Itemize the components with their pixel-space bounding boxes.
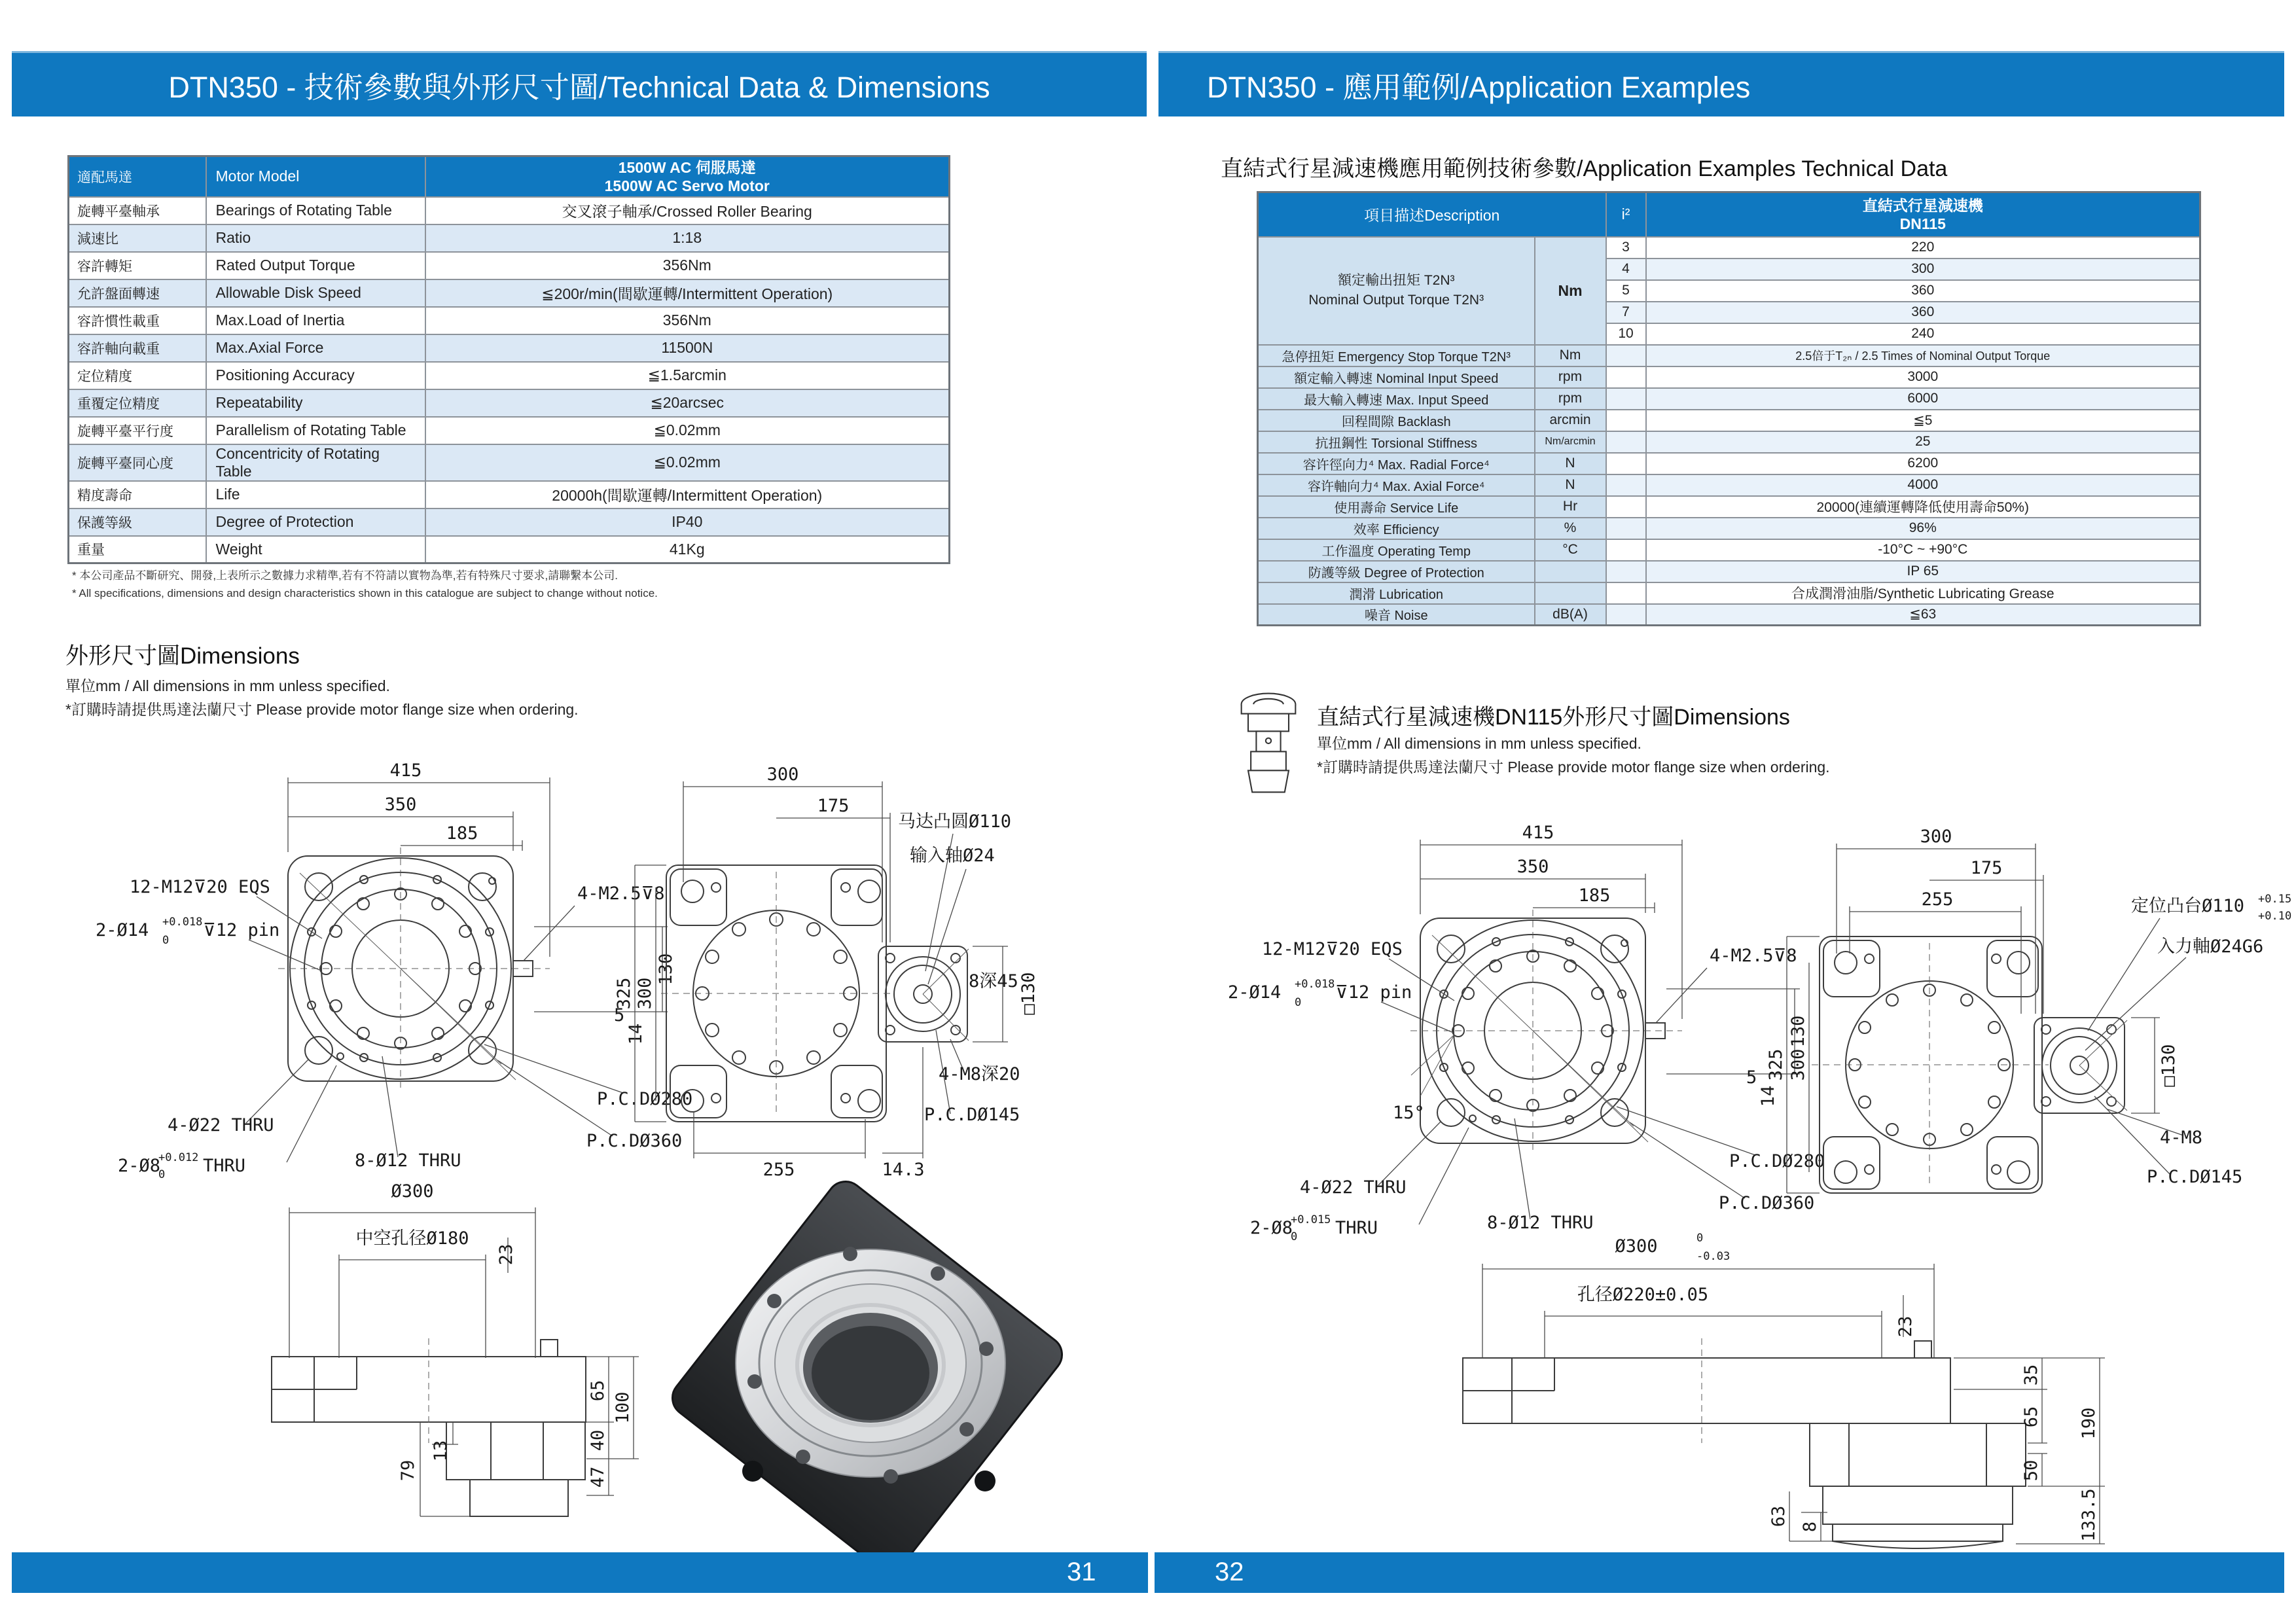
cell-i2 xyxy=(1606,518,1646,539)
label-bolts: 12-M12⊽20 EQS xyxy=(1262,939,1403,959)
dim-100: 100 xyxy=(613,1391,633,1424)
cell-value: 2.5倍于T₂ₙ / 2.5 Times of Nominal Output Torque xyxy=(1646,345,2200,366)
application-data-heading: 直結式行星減速機應用範例技術參數/Application Examples Technical Data xyxy=(1221,156,1948,181)
cell-value: -10°C ~ +90°C xyxy=(1646,539,2200,561)
page-title-right-text: DTN350 - 應用範例/Application Examples xyxy=(1207,71,1751,104)
section-view-left-geometry xyxy=(216,1175,648,1541)
cell-label: 抗扭鋼性 Torsional Stiffness xyxy=(1258,431,1535,453)
dim-79: 79 xyxy=(398,1459,418,1482)
cell-i2 xyxy=(1606,453,1646,474)
cell-value: 合成潤滑油脂/Synthetic Lubricating Grease xyxy=(1646,582,2200,604)
dn115-line2: DN115 xyxy=(1899,215,1946,232)
product-photo-art xyxy=(655,1196,1060,1550)
drawing-rear-view-left xyxy=(614,753,1073,1180)
label-boss-tol-bottom: +0.10 xyxy=(2258,910,2292,923)
cell-value: 25 xyxy=(1646,431,2200,453)
cell-label: 容许軸向力⁴ Max. Axial Force⁴ xyxy=(1258,474,1535,496)
cell-i2 xyxy=(1606,539,1646,561)
cell-unit: Nm/arcmin xyxy=(1535,431,1606,453)
cell-i2 xyxy=(1606,366,1646,388)
cell-value: IP 65 xyxy=(1646,561,2200,582)
label-pin-tol-top: +0.018 xyxy=(1295,978,1335,991)
label-thru8: 2-Ø8 xyxy=(118,1156,161,1176)
page-number-left: 31 xyxy=(1067,1558,1096,1586)
label-thru22: 4-Ø22 THRU xyxy=(1300,1177,1407,1198)
table-row xyxy=(69,307,950,334)
torque-desc-zh: 額定輸出扭矩 T2N³ xyxy=(1338,273,1455,288)
table-row xyxy=(1258,453,2200,474)
cell-unit xyxy=(1535,582,1606,604)
label-pin: 2-Ø14 xyxy=(1228,982,1282,1003)
cell-label: 最大輸入轉速 Max. Input Speed xyxy=(1258,388,1535,410)
dim-5: 5 xyxy=(1746,1067,1757,1088)
table-row xyxy=(1258,582,2200,604)
dim-35: 35 xyxy=(2021,1364,2041,1386)
table-row xyxy=(1258,431,2200,453)
cell-value: 3000 xyxy=(1646,366,2200,388)
label-pcd280: P.C.DØ280 xyxy=(597,1089,693,1109)
gearbox-icon-art xyxy=(1228,685,1309,801)
rear-view-left-geometry xyxy=(614,753,1073,1180)
cell-value: 356Nm xyxy=(425,307,950,334)
cell-value: ≦20arcsec xyxy=(425,389,950,417)
footnotes xyxy=(72,567,658,602)
label-locating-boss: 定位凸台Ø110 xyxy=(2131,896,2245,916)
dim-255: 255 xyxy=(762,1160,795,1180)
header-motor-zh: 適配馬達 xyxy=(69,156,206,197)
label-keyway-depth: 8深45 xyxy=(969,971,1018,991)
cell-zh: 允許盤面轉速 xyxy=(69,279,206,307)
label-m25: 4-M2.5⊽8 xyxy=(577,883,665,904)
label-thru8: 2-Ø8 xyxy=(1250,1218,1293,1238)
dimensions-subtext-left xyxy=(65,674,579,721)
label-pcd280: P.C.DØ280 xyxy=(1729,1151,1825,1171)
dimensions-subtext-right xyxy=(1317,732,1830,779)
table-row xyxy=(1258,496,2200,518)
cell-value: 11500N xyxy=(425,334,950,362)
label-pin-tol-bottom: 0 xyxy=(162,934,170,947)
label-square-130: □130 xyxy=(1018,972,1039,1015)
label-bolts: 12-M12⊽20 EQS xyxy=(130,877,270,897)
cell-label: 效率 Efficiency xyxy=(1258,518,1535,539)
cell-en: Positioning Accuracy xyxy=(206,362,425,389)
dim-23: 23 xyxy=(496,1243,516,1266)
label-pcd360: P.C.DØ360 xyxy=(586,1131,683,1151)
label-thru8-suffix: THRU xyxy=(203,1156,246,1176)
table-row xyxy=(1258,366,2200,388)
cell-en: Concentricity of Rotating Table xyxy=(206,444,425,481)
cell-value: ≦200r/min(間歇運轉/Intermittent Operation) xyxy=(425,279,950,307)
dim-65: 65 xyxy=(2021,1406,2041,1428)
header-description: 項目描述Description xyxy=(1258,192,1606,237)
dim-300-vertical: 300 xyxy=(1788,1048,1808,1081)
cell-value: 240 xyxy=(1646,323,2200,345)
label-hollow-bore: 中空孔径Ø180 xyxy=(355,1228,469,1249)
dim-63: 63 xyxy=(1768,1505,1789,1527)
dim-325: 325 xyxy=(614,977,634,1010)
cell-unit: N xyxy=(1535,474,1606,496)
motor-model-line1: 1500W AC 伺服馬達 xyxy=(618,158,756,176)
cell-unit: N xyxy=(1535,453,1606,474)
label-pcd360: P.C.DØ360 xyxy=(1719,1193,1815,1213)
label-boss-tol-top: +0.15 xyxy=(2258,893,2292,906)
cell-unit: arcmin xyxy=(1535,410,1606,431)
dim-23: 23 xyxy=(1895,1315,1916,1338)
label-pin-suffix: ⊽12 pin xyxy=(203,920,280,940)
header-motor-en: Motor Model xyxy=(206,156,425,197)
torque-desc-en: Nominal Output Torque T2N³ xyxy=(1308,293,1484,308)
page-number-right: 32 xyxy=(1215,1558,1244,1586)
cell-value: ≦5 xyxy=(1646,410,2200,431)
label-input-shaft: 输入轴Ø24 xyxy=(910,846,995,866)
table-header-row xyxy=(1258,192,2200,237)
motor-model-line2: 1500W AC Servo Motor xyxy=(604,177,770,194)
cell-en: Allowable Disk Speed xyxy=(206,279,425,307)
cell-value: 220 xyxy=(1646,237,2200,259)
cell-zh: 容許慣性載重 xyxy=(69,307,206,334)
cell-value: 6200 xyxy=(1646,453,2200,474)
label-pin-tol-bottom: 0 xyxy=(1295,996,1302,1009)
table-row xyxy=(69,508,950,536)
cell-i2 xyxy=(1606,496,1646,518)
cell-en: Rated Output Torque xyxy=(206,252,425,279)
dim-50: 50 xyxy=(2021,1459,2041,1482)
table-row xyxy=(1258,345,2200,366)
table-header-row xyxy=(69,156,950,197)
cell-value: 20000(連續運轉降低使用壽命50%) xyxy=(1646,496,2200,518)
cell-value: 41Kg xyxy=(425,536,950,563)
cell-value: 300 xyxy=(1646,259,2200,280)
cell-value: ≦0.02mm xyxy=(425,444,950,481)
dimensions-heading-right: 直結式行星減速機DN115外形尺寸圖Dimensions xyxy=(1317,705,1790,730)
dim-8: 8 xyxy=(1800,1521,1820,1533)
cell-value: 96% xyxy=(1646,518,2200,539)
table-row xyxy=(1258,561,2200,582)
cell-i2 xyxy=(1606,474,1646,496)
table-row xyxy=(1258,237,2200,259)
drawing-section-view-left xyxy=(216,1175,648,1541)
cell-value: 20000h(間歇運轉/Intermittent Operation) xyxy=(425,481,950,508)
label-m8: 4-M8深20 xyxy=(939,1064,1020,1084)
cell-zh: 減速比 xyxy=(69,224,206,252)
dim-300: 300 xyxy=(766,764,799,785)
cell-label: 使用壽命 Service Life xyxy=(1258,496,1535,518)
dim-175: 175 xyxy=(1970,858,2003,878)
dim-47: 47 xyxy=(588,1466,608,1488)
cell-i2 xyxy=(1606,345,1646,366)
cell-zh: 保護等級 xyxy=(69,508,206,536)
dim-255: 255 xyxy=(1921,889,1954,910)
cell-en: Degree of Protection xyxy=(206,508,425,536)
cell-value: ≦1.5arcmin xyxy=(425,362,950,389)
dim-175: 175 xyxy=(817,796,850,816)
product-photo xyxy=(655,1196,1060,1550)
cell-en: Weight xyxy=(206,536,425,563)
cell-unit: Nm xyxy=(1535,345,1606,366)
table-row xyxy=(69,334,950,362)
cell-value: ≦63 xyxy=(1646,604,2200,626)
dim-dia300-tol-bottom: -0.03 xyxy=(1696,1250,1731,1263)
cell-en: Max.Axial Force xyxy=(206,334,425,362)
dim-130: 130 xyxy=(1788,1015,1808,1048)
table-row xyxy=(69,362,950,389)
table-row xyxy=(69,536,950,563)
dim-14: 14 xyxy=(626,1023,646,1045)
cell-unit: rpm xyxy=(1535,366,1606,388)
dim-14-3: 14.3 xyxy=(882,1160,925,1180)
table-row xyxy=(69,389,950,417)
torque-block xyxy=(1258,237,2200,345)
dim-185: 185 xyxy=(446,823,478,844)
label-thru8-suffix: THRU xyxy=(1335,1218,1378,1238)
cell-label: 工作溫度 Operating Temp xyxy=(1258,539,1535,561)
technical-data-table xyxy=(67,155,950,564)
cell-label: 回程間隙 Backlash xyxy=(1258,410,1535,431)
label-thru22: 4-Ø22 THRU xyxy=(168,1115,274,1135)
cell-unit: % xyxy=(1535,518,1606,539)
cell-label: 急停扭矩 Emergency Stop Torque T2N³ xyxy=(1258,345,1535,366)
dims-unit-note-right: 單位mm / All dimensions in mm unless specified. xyxy=(1317,735,1641,752)
dim-5: 5 xyxy=(614,1005,625,1026)
cell-value: 360 xyxy=(1646,280,2200,302)
gearbox-icon xyxy=(1228,685,1309,801)
page-title-left-text: DTN350 - 技術參數與外形尺寸圖/Technical Data & Dimensions xyxy=(168,71,990,104)
table-row xyxy=(1258,539,2200,561)
label-input-shaft: 入力軸Ø24G6 xyxy=(2157,936,2264,957)
dim-130: 130 xyxy=(656,953,676,986)
dim-angle-15: 15° xyxy=(1393,1103,1425,1123)
label-m8: 4-M8 xyxy=(2160,1128,2203,1148)
cell-zh: 旋轉平臺同心度 xyxy=(69,444,206,481)
cell-i2 xyxy=(1606,431,1646,453)
label-pcd145: P.C.DØ145 xyxy=(2147,1167,2243,1187)
cell-zh: 定位精度 xyxy=(69,362,206,389)
cell-i: 4 xyxy=(1606,259,1646,280)
page-title-right xyxy=(1158,51,2284,116)
label-thru12: 8-Ø12 THRU xyxy=(1487,1213,1594,1233)
cell-value: IP40 xyxy=(425,508,950,536)
header-dn115 xyxy=(1646,192,2200,237)
rear-view-right-geometry xyxy=(1741,815,2291,1234)
cell-zh: 重覆定位精度 xyxy=(69,389,206,417)
cell-zh: 重量 xyxy=(69,536,206,563)
cell-en: Life xyxy=(206,481,425,508)
label-thru12: 8-Ø12 THRU xyxy=(355,1150,461,1171)
dims-unit-note: 單位mm / All dimensions in mm unless specified. xyxy=(65,677,390,694)
dim-350: 350 xyxy=(1516,857,1549,877)
label-thru8-tol-bottom: 0 xyxy=(1291,1230,1298,1243)
cell-i2 xyxy=(1606,561,1646,582)
cell-value: ≦0.02mm xyxy=(425,417,950,444)
cell-unit xyxy=(1535,561,1606,582)
label-thru8-tol-top: +0.012 xyxy=(158,1151,199,1164)
cell-value: 1:18 xyxy=(425,224,950,252)
table-row xyxy=(69,417,950,444)
dims-flange-note-right: *訂購時請提供馬達法蘭尺寸 Please provide motor flange size when ordering. xyxy=(1317,758,1830,776)
cell-zh: 容許軸向載重 xyxy=(69,334,206,362)
section-view-right-geometry xyxy=(1361,1227,2186,1548)
dim-415: 415 xyxy=(1522,823,1554,843)
table-row xyxy=(1258,388,2200,410)
cell-torque-desc xyxy=(1258,237,1535,345)
label-thru8-tol-top: +0.015 xyxy=(1291,1213,1331,1226)
header-ratio-i2: i² xyxy=(1606,192,1646,237)
cell-i2 xyxy=(1606,604,1646,626)
cell-en: Ratio xyxy=(206,224,425,252)
cell-value: 4000 xyxy=(1646,474,2200,496)
label-thru8-tol-bottom: 0 xyxy=(158,1168,166,1181)
dim-dia300: Ø300 xyxy=(1615,1236,1658,1257)
dimensions-heading-left: 外形尺寸圖Dimensions xyxy=(65,643,300,669)
table-row xyxy=(69,444,950,481)
header-motor-value xyxy=(425,156,950,197)
cell-unit: rpm xyxy=(1535,388,1606,410)
cell-unit: Hr xyxy=(1535,496,1606,518)
table-row xyxy=(1258,474,2200,496)
dim-185: 185 xyxy=(1578,885,1611,906)
application-examples-table xyxy=(1257,191,2201,626)
page-title-left xyxy=(12,51,1147,116)
dim-300: 300 xyxy=(1920,827,1952,847)
cell-i: 5 xyxy=(1606,280,1646,302)
cell-zh: 容許轉矩 xyxy=(69,252,206,279)
footer-divider xyxy=(1148,1552,1155,1593)
dims-flange-note: *訂購時請提供馬達法蘭尺寸 Please provide motor flange size when ordering. xyxy=(65,701,579,718)
cell-value: 356Nm xyxy=(425,252,950,279)
label-pin-suffix: ⊽12 pin xyxy=(1335,982,1412,1003)
cell-en: Bearings of Rotating Table xyxy=(206,197,425,224)
footnote-zh: * 本公司產品不斷研究、開發,上表所示之數據力求精準,若有不符請以實物為準,若有特殊尺寸要求,請聯繫本公司. xyxy=(72,569,618,582)
table-row xyxy=(1258,410,2200,431)
label-bore-220: 孔径Ø220±0.05 xyxy=(1577,1285,1709,1305)
cell-label: 容许徑向力⁴ Max. Radial Force⁴ xyxy=(1258,453,1535,474)
cell-en: Max.Load of Inertia xyxy=(206,307,425,334)
dim-300-vertical: 300 xyxy=(635,977,655,1010)
table-row xyxy=(1258,604,2200,626)
label-pcd145: P.C.DØ145 xyxy=(924,1105,1020,1125)
cell-i2 xyxy=(1606,410,1646,431)
cell-label: 額定輸入轉速 Nominal Input Speed xyxy=(1258,366,1535,388)
table-row xyxy=(1258,518,2200,539)
dim-dia300: Ø300 xyxy=(391,1181,434,1202)
cell-value: 交叉滾子軸承/Crossed Roller Bearing xyxy=(425,197,950,224)
cell-label: 噪音 Noise xyxy=(1258,604,1535,626)
cell-value: 6000 xyxy=(1646,388,2200,410)
cell-label: 防護等級 Degree of Protection xyxy=(1258,561,1535,582)
table-row xyxy=(69,197,950,224)
dim-13: 13 xyxy=(431,1440,451,1462)
table-row xyxy=(69,224,950,252)
cell-i: 7 xyxy=(1606,302,1646,323)
cell-i: 10 xyxy=(1606,323,1646,345)
dim-350: 350 xyxy=(384,794,417,815)
dim-190: 190 xyxy=(2079,1407,2099,1440)
dim-133-5: 133.5 xyxy=(2079,1488,2099,1542)
cell-i2 xyxy=(1606,582,1646,604)
cell-zh: 旋轉平臺平行度 xyxy=(69,417,206,444)
footnote-en: * All specifications, dimensions and design characteristics shown in this catalogue are subject to change without notice. xyxy=(72,587,658,599)
label-m25: 4-M2.5⊽8 xyxy=(1710,946,1797,966)
dim-325: 325 xyxy=(1766,1048,1786,1081)
cell-i2 xyxy=(1606,388,1646,410)
drawing-rear-view-right xyxy=(1741,815,2291,1234)
label-pin-tol-top: +0.018 xyxy=(162,916,203,929)
label-pin: 2-Ø14 xyxy=(96,920,149,940)
label-square-130: □130 xyxy=(2159,1044,2179,1087)
dim-14: 14 xyxy=(1758,1085,1778,1107)
label-motor-boss: 马达凸圆Ø110 xyxy=(898,812,1012,832)
cell-zh: 旋轉平臺軸承 xyxy=(69,197,206,224)
drawing-section-view-right xyxy=(1361,1227,2186,1548)
cell-i: 3 xyxy=(1606,237,1646,259)
cell-en: Parallelism of Rotating Table xyxy=(206,417,425,444)
table-row xyxy=(69,252,950,279)
cell-unit: dB(A) xyxy=(1535,604,1606,626)
cell-unit: °C xyxy=(1535,539,1606,561)
cell-zh: 精度壽命 xyxy=(69,481,206,508)
dim-dia300-tol-top: 0 xyxy=(1696,1232,1704,1245)
cell-label: 潤滑 Lubrication xyxy=(1258,582,1535,604)
cell-en: Repeatability xyxy=(206,389,425,417)
dim-40: 40 xyxy=(588,1429,608,1452)
dim-65: 65 xyxy=(588,1380,608,1402)
table-row xyxy=(69,481,950,508)
cell-torque-unit: Nm xyxy=(1535,237,1606,345)
cell-value: 360 xyxy=(1646,302,2200,323)
footer-bar xyxy=(12,1552,2284,1593)
dn115-line1: 直結式行星減速機 xyxy=(1862,196,1983,214)
dim-415: 415 xyxy=(389,760,422,781)
table-row xyxy=(69,279,950,307)
